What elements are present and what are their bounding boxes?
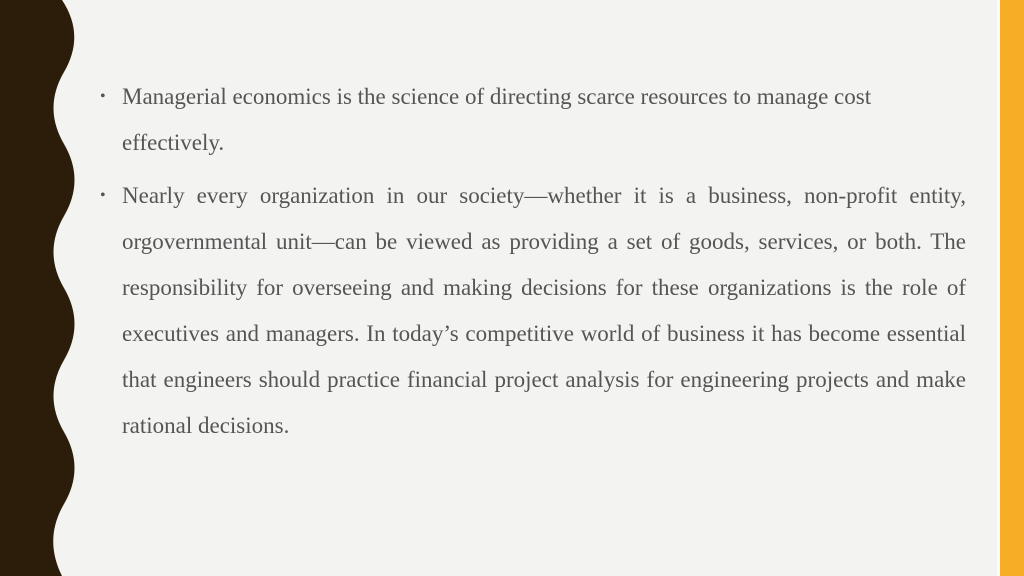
bullet-item-organizations bbox=[100, 173, 966, 449]
right-accent-stripe bbox=[1000, 0, 1024, 576]
wavy-left-border bbox=[0, 0, 90, 576]
bullet-dot: • bbox=[100, 187, 106, 204]
bullet-list bbox=[100, 74, 966, 456]
wavy-border-shape bbox=[0, 0, 75, 576]
bullet-dot: • bbox=[100, 88, 106, 105]
bullet-item-managerial-economics bbox=[100, 74, 966, 166]
bullet-text: Nearly every organization in our society—whether it is a business, non-profit entity, orgovernmental unit—can be viewed as providing a set of goods, services, or both. The responsibility for overseeing and making decisions for these organizations is the role of executives and managers. In today’s competitive world of business it has become essential that engineers should practice financial project analysis for engineering projects and make rational decisions. bbox=[122, 183, 966, 438]
bullet-text: Managerial economics is the science of directing scarce resources to manage cost effectively. bbox=[122, 84, 872, 155]
